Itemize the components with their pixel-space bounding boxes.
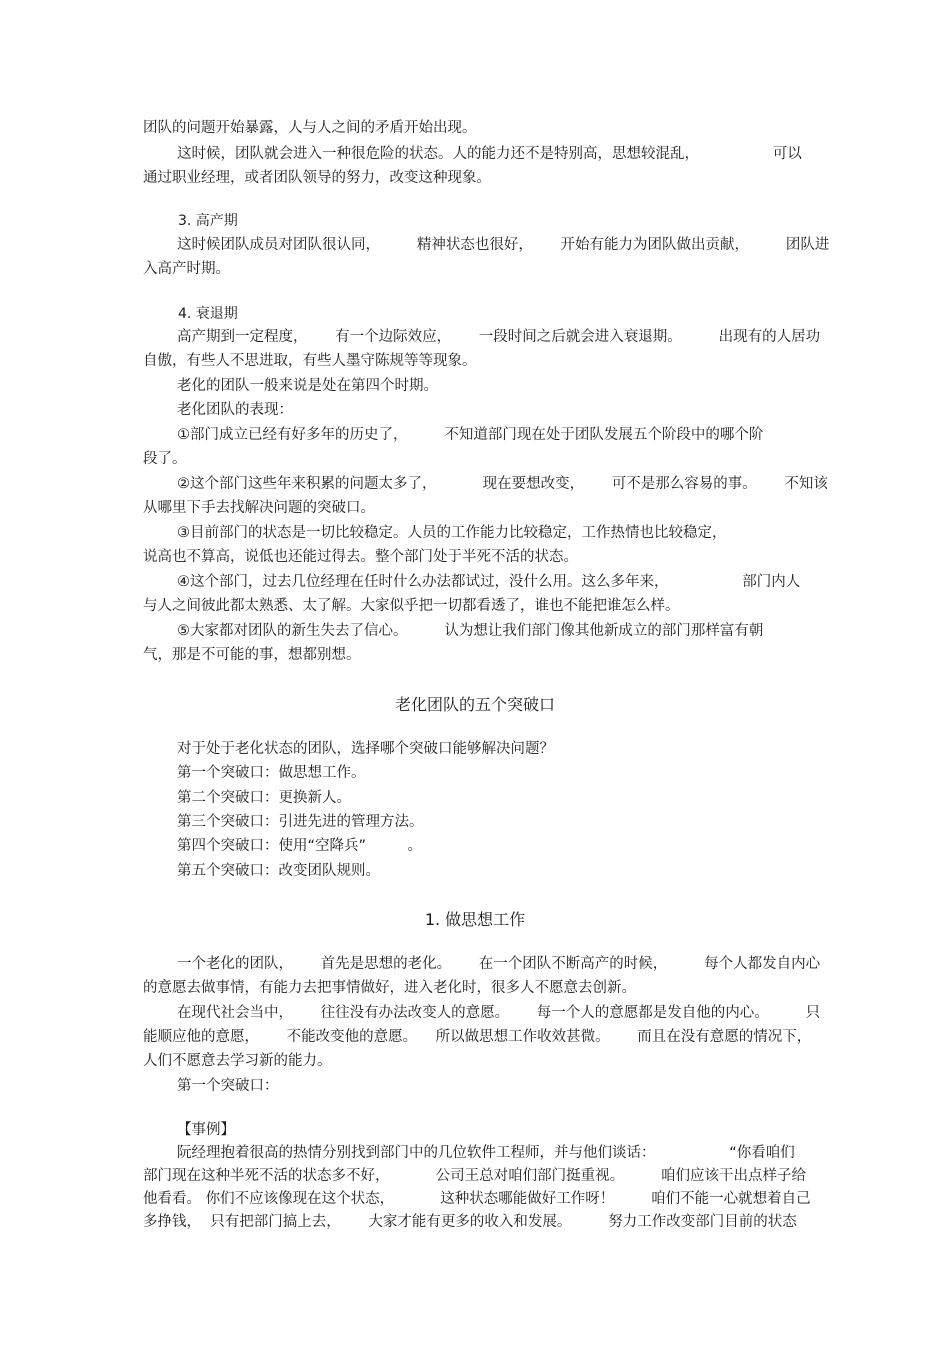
paragraph-line: 多挣钱， 只有把部门搞上去， 大家才能有更多的收入和发展。 努力工作改变部门目前的状态 — [143, 1214, 797, 1230]
list-item-line: 气，那是不可能的事，想都别想。 — [143, 647, 361, 663]
stage-heading-3: 3. 高产期 — [178, 213, 238, 229]
paragraph-line: 在现代社会当中， 往往没有办法改变人的意愿。 每一个人的意愿都是发自他的内心。 只 — [177, 1005, 821, 1021]
paragraph-line: 入高产时期。 — [143, 261, 230, 277]
list-item-line: ④这个部门，过去几位经理在任时什么办法都试过，没什么用。这么多年来， 部门内人 — [177, 574, 801, 590]
list-item-line: 从哪里下手去找解决问题的突破口。 — [143, 500, 375, 516]
paragraph-line: 他看看。 你们不应该像现在这个状态， 这种状态哪能做好工作呀！ 咱们不能一心就想着自己 — [143, 1191, 811, 1207]
list-item-line: ①部门成立已经有好多年的历史了， 不知道部门现在处于团队发展五个阶段中的哪个阶 — [177, 427, 764, 443]
section-title-breakthroughs: 老化团队的五个突破口 — [394, 695, 555, 714]
list-item-line: ②这个部门这些年来积累的问题太多了， 现在要想改变， 可不是那么容易的事。 不知该 — [177, 476, 828, 492]
list-item: 第四个突破口：使用“空降兵” 。 — [177, 838, 423, 854]
paragraph-line: 第一个突破口： — [177, 1078, 279, 1094]
paragraph-line: 阮经理抱着很高的热情分别找到部门中的几位软件工程师，并与他们谈话： “你看咱们 — [177, 1145, 795, 1161]
paragraph-line: 部门现在这种半死不活的状态多不好， 公司王总对咱们部门挺重视。 咱们应该干出点样子给 — [143, 1168, 806, 1184]
list-item-line: 说高也不算高，说低也还能过得去。整个部门处于半死不活的状态。 — [143, 549, 578, 565]
case-label: 【事例】 — [177, 1122, 235, 1138]
list-item-line: 段了。 — [143, 451, 187, 467]
section-title-1: 1. 做思想工作 — [424, 910, 526, 929]
list-item: 第五个突破口：改变团队规则。 — [177, 863, 380, 879]
paragraph-line: 这时候，团队就会进入一种很危险的状态。人的能力还不是特别高，思想较混乱， 可以 — [177, 146, 802, 162]
paragraph-line: 老化团队的表现： — [177, 402, 293, 418]
stage-heading-4: 4. 衰退期 — [178, 306, 238, 322]
list-item-line: 与人之间彼此都太熟悉、太了解。大家似乎把一切都看透了，谁也不能把谁怎么样。 — [143, 598, 680, 614]
paragraph-line: 对于处于老化状态的团队，选择哪个突破口能够解决问题？ — [177, 741, 554, 757]
list-item: 第二个突破口：更换新人。 — [177, 790, 351, 806]
list-item: 第一个突破口：做思想工作。 — [177, 765, 366, 781]
list-item-line: ③目前部门的状态是一切比较稳定。人员的工作能力比较稳定，工作热情也比较稳定， — [177, 525, 727, 541]
paragraph-line: 能顺应他的意愿， 不能改变他的意愿。 所以做思想工作收效甚微。 而且在没有意愿的情况下， — [143, 1029, 812, 1045]
paragraph-line: 自傲，有些人不思进取，有些人墨守陈规等等现象。 — [143, 353, 477, 369]
paragraph-line: 通过职业经理，或者团队领导的努力，改变这种现象。 — [143, 170, 491, 186]
paragraph-line: 高产期到一定程度， 有一个边际效应， 一段时间之后就会进入衰退期。 出现有的人居功 — [177, 329, 821, 345]
list-item-line: ⑤大家都对团队的新生失去了信心。 认为想让我们部门像其他新成立的部门那样富有朝 — [177, 623, 764, 639]
paragraph-line: 团队的问题开始暴露，人与人之间的矛盾开始出现。 — [143, 120, 477, 136]
paragraph-line: 人们不愿意去学习新的能力。 — [143, 1053, 332, 1069]
paragraph-line: 这时候团队成员对团队很认同， 精神状态也很好， 开始有能力为团队做出贡献， 团队进 — [177, 237, 830, 253]
list-item: 第三个突破口：引进先进的管理方法。 — [177, 814, 424, 830]
paragraph-line: 一个老化的团队， 首先是思想的老化。 在一个团队不断高产的时候， 每个人都发自内心 — [177, 956, 821, 972]
paragraph-line: 老化的团队一般来说是处在第四个时期。 — [177, 378, 438, 394]
paragraph-line: 的意愿去做事情，有能力去把事情做好，进入老化时，很多人不愿意去创新。 — [143, 980, 636, 996]
